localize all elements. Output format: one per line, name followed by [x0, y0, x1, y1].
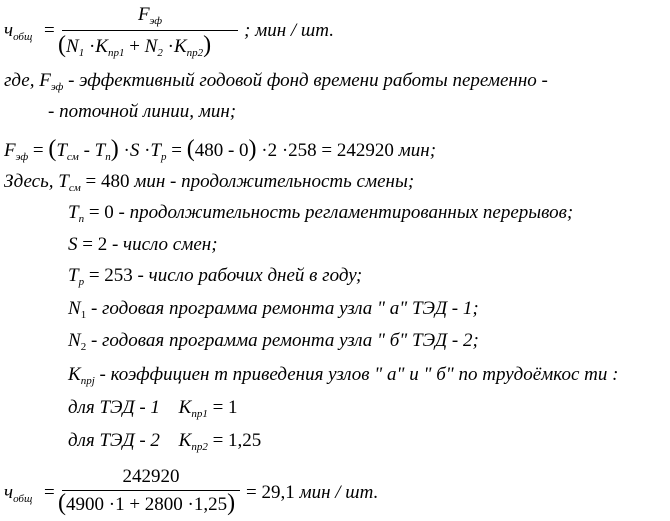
formula1-numerator: $F_{эф}$	[137, 4, 163, 27]
formula2-result: = 29,1 мин / шт.	[246, 482, 379, 503]
formula2-equals: =	[44, 482, 55, 503]
formula1-lhs	[4, 20, 32, 43]
where-fef-line-continued: - поточной линии, мин;	[48, 101, 237, 122]
definition-kprj: $K_{прj}$ - коэффициен т приведения узлов " а" и " б" по трудоёмкос ти :	[68, 364, 619, 387]
definition-n2: $N_2$ - годовая программа ремонта узла " б" ТЭД - 2;	[68, 330, 479, 353]
definition-tcm: Здесь, $T_{см} = 480$ мин - продолжительность смены;	[4, 171, 415, 194]
fef-formula: $F_{эф} = (T_{см} - T_п) \cdot S \cdot T_р = (480 - 0) \cdot 2 \cdot 258 = 242920$ мин;	[4, 136, 437, 163]
definition-s: S = 2 - число смен;	[68, 234, 218, 255]
formula2-fraction	[58, 462, 244, 520]
formula2-denominator: (4900 ·1 + 2800 ·1,25)	[58, 490, 236, 516]
formula1-lhs-sub: общ	[13, 31, 33, 43]
definition-ted1: для ТЭД - 1 $K_{пр1} = 1$	[68, 397, 238, 420]
formula1-denominator: $(N_1 \cdot K_{пр1} + N_2 \cdot K_{пр2})$	[58, 32, 212, 59]
definition-tp: $T_п = 0$ - продолжительность регламентированных перерывов;	[68, 202, 574, 225]
definition-ted2: для ТЭД - 2 $K_{пр2} = 1,25$	[68, 430, 262, 453]
formula1-fraction	[58, 0, 242, 62]
formula1-unit: ; мин / шт.	[244, 20, 334, 41]
formula1-lhs-symbol: ч	[4, 20, 14, 41]
definition-tr: $T_р = 253$ - число рабочих дней в году;	[68, 265, 363, 288]
formula2-numerator: 242920	[122, 466, 180, 487]
formula1-equals: =	[44, 20, 55, 41]
definition-n1: $N_1$ - годовая программа ремонта узла " а" ТЭД - 1;	[68, 298, 479, 321]
where-fef-line: где, $F_{эф}$ - эффективный годовой фонд времени работы переменно -	[4, 70, 548, 93]
formula2-lhs: $ч_{общ}$	[4, 482, 33, 505]
formula1-fraction-bar	[62, 30, 238, 31]
